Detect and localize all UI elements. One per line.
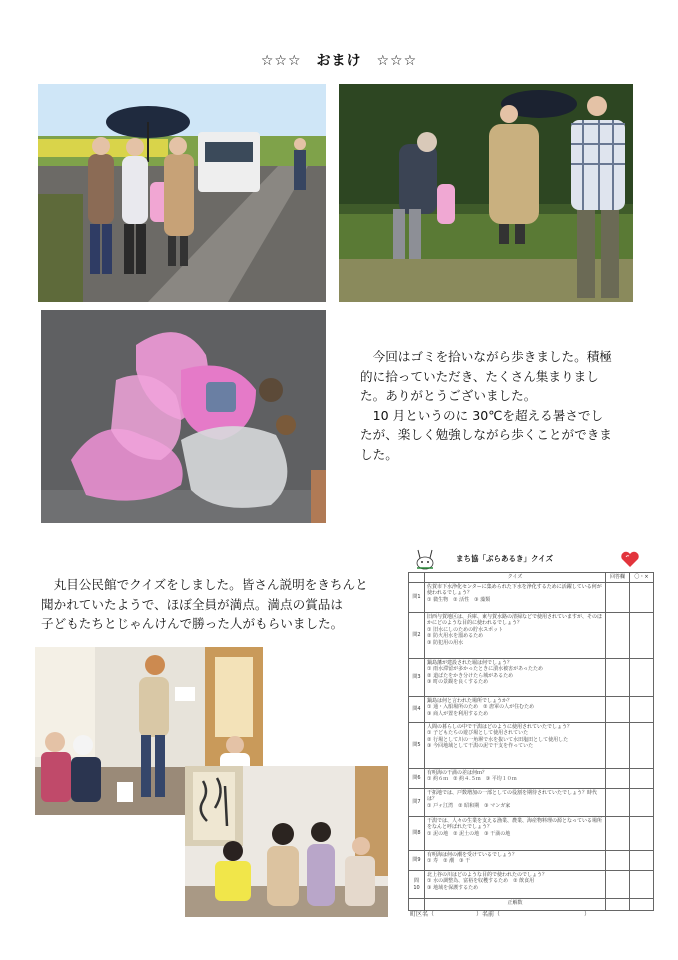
answer-cell[interactable] (606, 769, 630, 789)
total-cell[interactable] (606, 899, 630, 911)
question-choices: ① 子どもたちの遊び場として使用されていた ② 行場として川の一角塀で水を抜いて水田塩田として使用した ③ 今回地域として干潟の泥で干支を作っていた (427, 730, 569, 750)
question-choices: ① 戸ヶ江湾 ② 昭和期 ③ マンガ家 (427, 802, 511, 809)
quiz-row (409, 851, 654, 871)
check-cell[interactable] (630, 769, 654, 789)
question-number: 問2 (409, 613, 425, 659)
pick-garbage-photo (339, 84, 633, 302)
check-cell[interactable] (630, 613, 654, 659)
quiz-report-line: 子どもたちとじゃんけんで勝った人がもらいました。 (41, 616, 344, 631)
question-cell (425, 613, 606, 659)
walk-report-text (360, 347, 660, 464)
question-cell (425, 789, 606, 817)
quiz-table-header (409, 573, 654, 583)
page-title: ☆☆☆ おまけ ☆☆☆ (260, 53, 418, 69)
question-choices: ① 旧水にしのための貯水スポット ② 防火用水を溜めるため ③ 防犯用の用水 (427, 626, 504, 646)
answer-cell[interactable] (606, 871, 630, 899)
check-cell[interactable] (630, 583, 654, 613)
check-cell[interactable] (630, 871, 654, 899)
question-cell (425, 871, 606, 899)
walk-report-line: した。 (360, 446, 398, 462)
header-quiz: クイズ (425, 573, 606, 583)
quiz-row (409, 697, 654, 723)
quiz-row (409, 871, 654, 899)
question-choices: ① 雨水滞留が多かったときに潰水被害があったため ② 道ばたをかき分けたら城があるため ③ 町の景観を良くするため (427, 666, 544, 686)
answer-cell[interactable] (606, 583, 630, 613)
answer-cell[interactable] (606, 613, 630, 659)
walk-report-line: 今回はゴミを拾いながら歩きました。積極 (360, 349, 612, 364)
question-text: 人間の暮らしの中で干潟はどのように使用されていたでしょう？ (427, 724, 573, 730)
question-text: 鍋島は何と言われた場所でしょうか？ (427, 698, 513, 704)
question-cell (425, 769, 606, 789)
walk-report-line: た。ありがとうございました。 (360, 388, 537, 403)
heart-icon (620, 550, 640, 568)
total-label: 正解数 (425, 899, 606, 911)
question-choices: ① 泥の地 ② 泥土の地 ③ 干満の地 (427, 830, 511, 837)
walk-road-photo (38, 84, 326, 302)
janken-photo (185, 766, 388, 917)
check-cell[interactable] (630, 817, 654, 851)
quiz-total-row (409, 899, 654, 911)
question-text: 干拓地では、戸数増加の一部としての役割を期待されていたでしょう？時代は？ (427, 790, 598, 803)
quiz-row (409, 659, 654, 697)
header-no (409, 573, 425, 583)
question-cell (425, 659, 606, 697)
check-cell[interactable] (630, 659, 654, 697)
quiz-row (409, 789, 654, 817)
check-cell[interactable] (630, 697, 654, 723)
garbage-bags-photo (41, 310, 326, 523)
total-check-cell[interactable] (630, 899, 654, 911)
quiz-row (409, 723, 654, 769)
quiz-row (409, 817, 654, 851)
check-cell[interactable] (630, 851, 654, 871)
question-choices: ① 約６ｍ ② 約４.５ｍ ③ 平均１０ｍ (427, 776, 517, 783)
answer-cell[interactable] (606, 789, 630, 817)
question-cell (425, 851, 606, 871)
answer-cell[interactable] (606, 817, 630, 851)
walk-report-line: 的に拾っていただき、たくさん集まりまし (360, 368, 599, 384)
header-answer: 回答欄 (606, 573, 630, 583)
question-text: 干潟では、人々の生業を支える漁業、農業、海産物料理の源となっている場所をなんと呼ばれたでしょう？ (427, 818, 603, 831)
question-text: 佐賀市下水浄化センターに集められた下水を浄化するために活躍している何が使われるでしょう？ (427, 584, 602, 597)
question-number: 問6 (409, 769, 425, 789)
question-cell (425, 697, 606, 723)
quiz-sheet-title: まち協「ぶらあるき」クイズ (456, 554, 554, 563)
quiz-report-line: 丸目公民館でクイズをしました。皆さん説明をきちんと (41, 577, 368, 592)
question-text: 北上谷の川はどのような目的で使われたのでしょう？ (427, 872, 548, 878)
total-blank (409, 899, 425, 911)
quiz-row (409, 613, 654, 659)
header-check: 〇・× (630, 573, 654, 583)
question-choices: ① 微生物 ② 活性 ③ 藻類 (427, 596, 491, 603)
question-text: 旧西与賀地区は、兵庫、東与賀水路の清掃などで使用されていますが、そのほかにどのような目的に使われるでしょう？ (427, 614, 603, 627)
question-number: 問4 (409, 697, 425, 723)
answer-cell[interactable] (606, 659, 630, 697)
walk-report-line: 10 月というのに 30℃を超える暑さでし (360, 407, 604, 423)
question-number: 問1 (409, 583, 425, 613)
question-choices: ① 通・入船場所のため ② 唐軍の人が住むため ③ 商人が置を利用するため (427, 704, 535, 717)
question-cell (425, 817, 606, 851)
answer-cell[interactable] (606, 723, 630, 769)
quiz-report-text (41, 575, 391, 634)
question-cell (425, 583, 606, 613)
check-cell[interactable] (630, 723, 654, 769)
question-text: 鍋島藩が建設された堀は何でしょう？ (427, 660, 513, 666)
check-cell[interactable] (630, 789, 654, 817)
question-text: 有明海は何の潮を受けているでしょう？ (427, 852, 517, 858)
question-cell (425, 723, 606, 769)
answer-cell[interactable] (606, 697, 630, 723)
quiz-sheet (408, 546, 653, 926)
question-text: 有明海の干満の差は何ｍ？ (427, 770, 488, 776)
walk-report-line: たが、楽しく勉強しながら歩くことができま (360, 427, 612, 442)
quiz-sheet-header (408, 546, 653, 572)
quiz-table (408, 572, 654, 911)
question-choices: ① 水の調整為、富裕を収穫するため ② 飲食用 ③ 地域を保護するため (427, 878, 535, 891)
mascot-icon (414, 548, 436, 570)
question-number: 問3 (409, 659, 425, 697)
quiz-row (409, 769, 654, 789)
question-number: 問5 (409, 723, 425, 769)
question-number: 問10 (409, 871, 425, 899)
question-choices: ① 寿 ② 潮 ③ 干 (427, 858, 471, 865)
question-number: 問7 (409, 789, 425, 817)
quiz-sheet-footer: 町区名（ ）名前（ ） (410, 911, 591, 918)
answer-cell[interactable] (606, 851, 630, 871)
quiz-report-line: 聞かれていたようで、ほぼ全員が満点。満点の賞品は (41, 596, 343, 612)
question-number: 問8 (409, 817, 425, 851)
question-number: 問9 (409, 851, 425, 871)
quiz-row (409, 583, 654, 613)
